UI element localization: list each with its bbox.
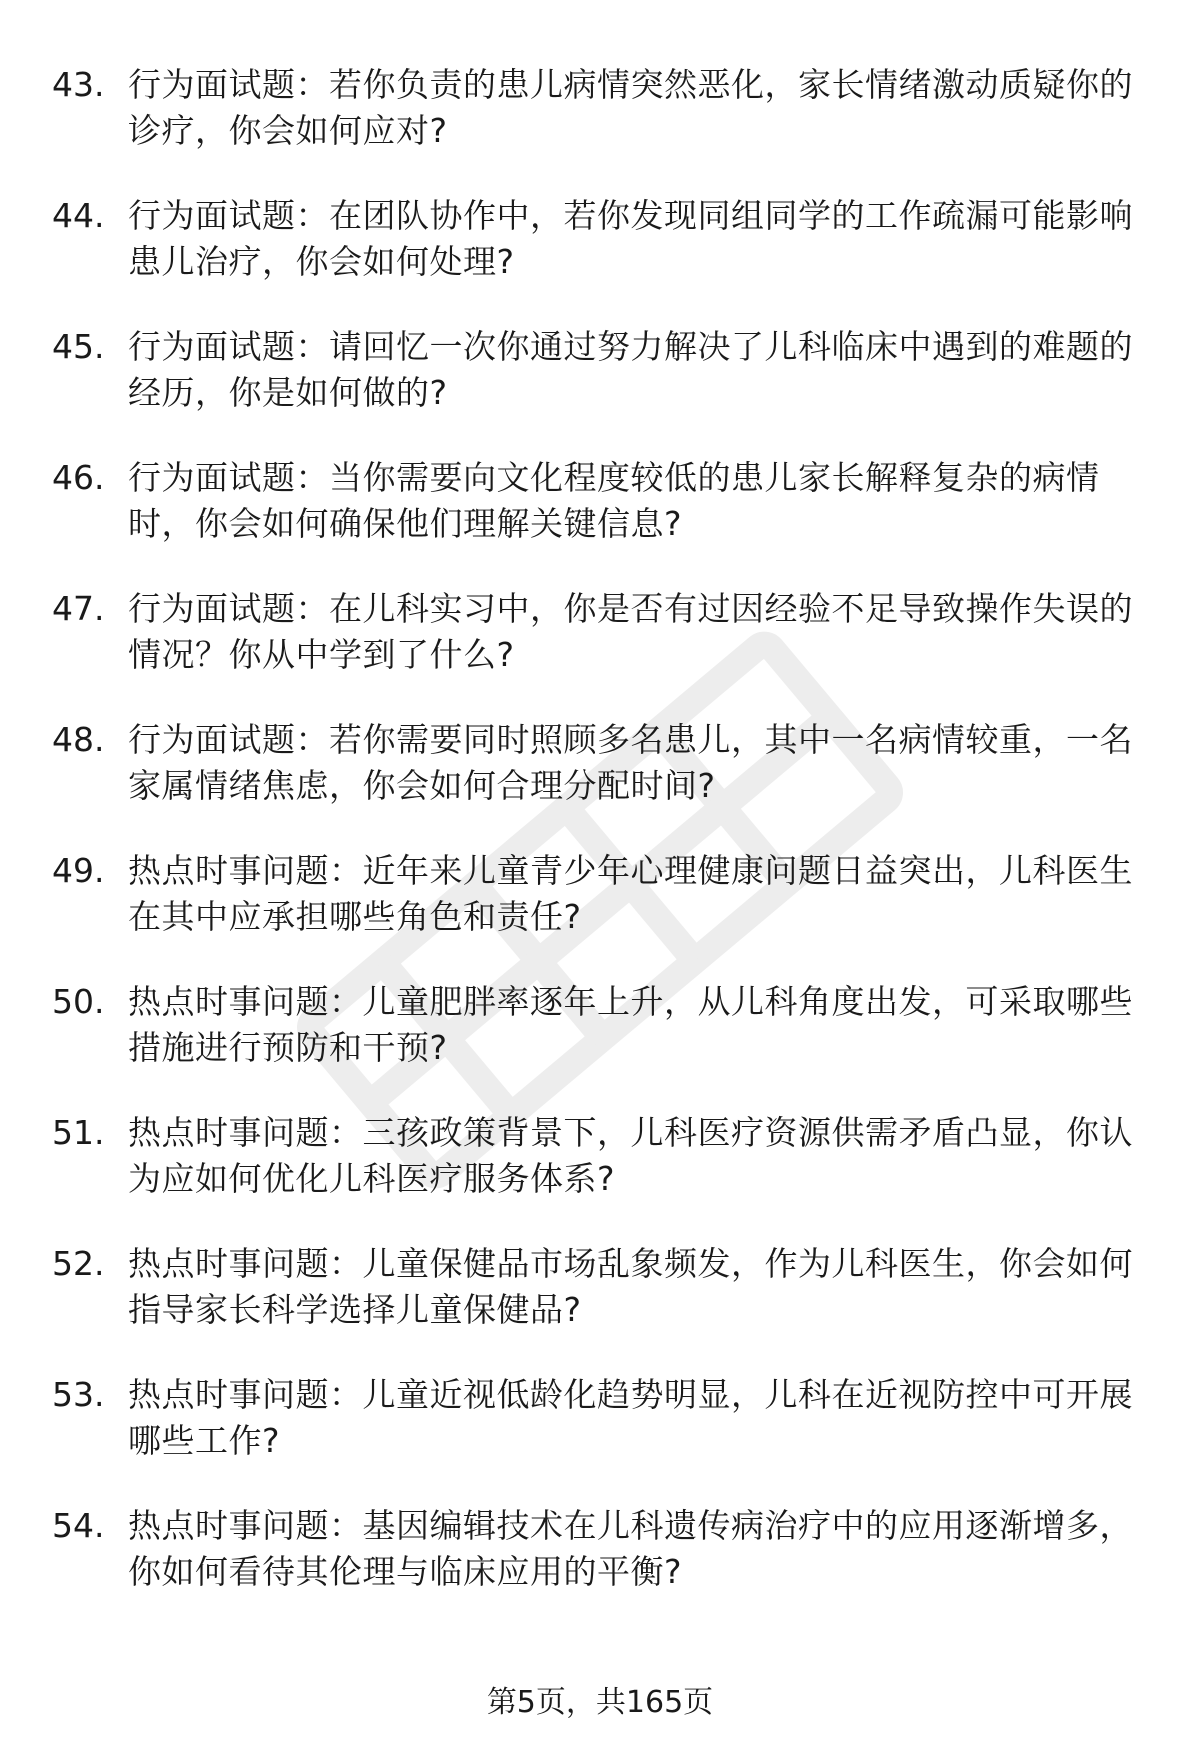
question-text: 热点时事问题：基因编辑技术在儿科遗传病治疗中的应用逐渐增多，你如何看待其伦理与临床应用的平衡?	[128, 1506, 1133, 1591]
question-item	[0, 586, 1200, 679]
question-text: 热点时事问题：近年来儿童青少年心理健康问题日益突出，儿科医生在其中应承担哪些角色和责任?	[128, 851, 1133, 936]
question-number: 50.	[52, 982, 105, 1021]
question-item	[0, 1110, 1200, 1203]
question-number: 48.	[52, 720, 105, 759]
question-item	[0, 1503, 1200, 1596]
question-number: 54.	[52, 1506, 105, 1545]
question-text: 行为面试题：在团队协作中，若你发现同组同学的工作疏漏可能影响患儿治疗，你会如何处理?	[128, 196, 1133, 281]
question-text: 热点时事问题：儿童保健品市场乱象频发，作为儿科医生，你会如何指导家长科学选择儿童保健品?	[128, 1244, 1133, 1329]
question-list	[0, 62, 1200, 1634]
question-number: 49.	[52, 851, 105, 890]
question-item	[0, 324, 1200, 417]
question-text: 行为面试题：若你需要同时照顾多名患儿，其中一名病情较重，一名家属情绪焦虑，你会如何合理分配时间?	[128, 720, 1133, 805]
question-item	[0, 979, 1200, 1072]
question-number: 44.	[52, 196, 105, 235]
question-text: 行为面试题：若你负责的患儿病情突然恶化，家长情绪激动质疑你的诊疗，你会如何应对?	[128, 65, 1133, 150]
question-number: 51.	[52, 1113, 105, 1152]
page-footer: 第5页，共165页	[486, 1685, 714, 1720]
question-number: 52.	[52, 1244, 105, 1283]
question-item	[0, 717, 1200, 810]
question-number: 43.	[52, 65, 105, 104]
question-item	[0, 455, 1200, 548]
question-text: 行为面试题：当你需要向文化程度较低的患儿家长解释复杂的病情时，你会如何确保他们理解关键信息?	[128, 458, 1100, 543]
question-number: 45.	[52, 327, 105, 366]
question-text: 热点时事问题：三孩政策背景下，儿科医疗资源供需矛盾凸显，你认为应如何优化儿科医疗服务体系?	[128, 1113, 1133, 1198]
question-text: 热点时事问题：儿童近视低龄化趋势明显，儿科在近视防控中可开展哪些工作?	[128, 1375, 1133, 1460]
question-item	[0, 62, 1200, 155]
question-item	[0, 848, 1200, 941]
question-number: 46.	[52, 458, 105, 497]
question-item	[0, 1241, 1200, 1334]
question-number: 47.	[52, 589, 105, 628]
question-number: 53.	[52, 1375, 105, 1414]
question-item	[0, 193, 1200, 286]
question-text: 行为面试题：在儿科实习中，你是否有过因经验不足导致操作失误的情况？你从中学到了什么?	[128, 589, 1133, 674]
question-text: 行为面试题：请回忆一次你通过努力解决了儿科临床中遇到的难题的经历，你是如何做的?	[128, 327, 1133, 412]
question-text: 热点时事问题：儿童肥胖率逐年上升，从儿科角度出发，可采取哪些措施进行预防和干预?	[128, 982, 1133, 1067]
question-item	[0, 1372, 1200, 1465]
